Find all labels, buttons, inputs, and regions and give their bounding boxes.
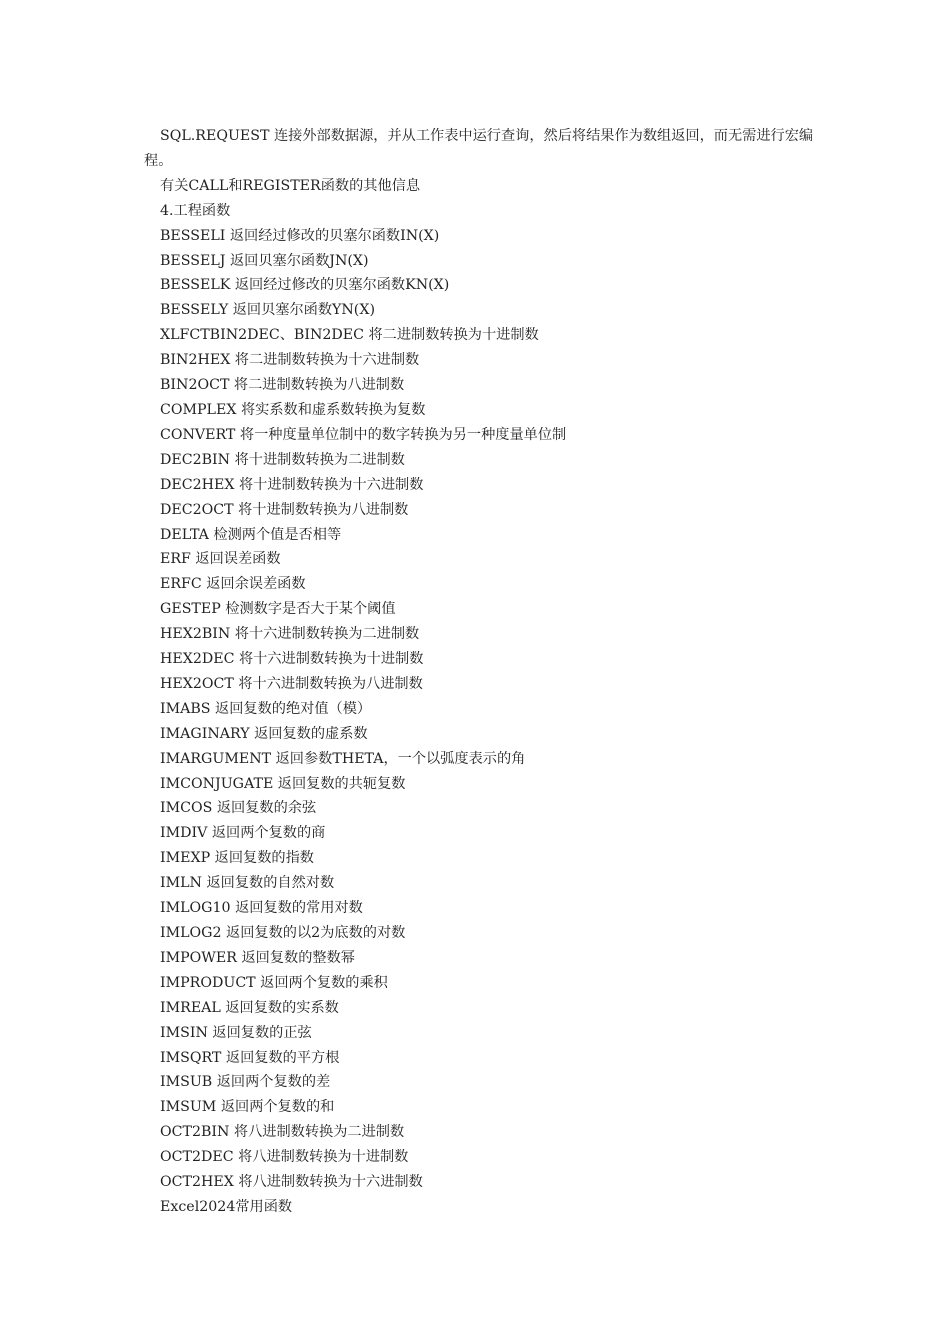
text-line: BESSELK 返回经过修改的贝塞尔函数KN(X) (160, 277, 450, 294)
text-line: ERFC 返回余误差函数 (160, 576, 306, 593)
text-line: IMABS 返回复数的绝对值（模） (160, 700, 372, 717)
intro-paragraph: SQL.REQUEST 连接外部数据源，并从工作表中运行查询，然后将结果作为数组返回，而无需进行宏编程。 (144, 128, 814, 169)
text-line: OCT2BIN 将八进制数转换为二进制数 (160, 1124, 405, 1141)
text-line: IMLOG10 返回复数的常用对数 (160, 900, 363, 917)
text-line: COMPLEX 将实系数和虚系数转换为复数 (160, 401, 426, 418)
text-line: IMAGINARY 返回复数的虚系数 (160, 725, 368, 742)
text-line: IMSUM 返回两个复数的和 (160, 1099, 335, 1116)
text-line: DEC2HEX 将十进制数转换为十六进制数 (160, 476, 424, 493)
text-line: OCT2DEC 将八进制数转换为十进制数 (160, 1149, 409, 1166)
text-line: IMDIV 返回两个复数的商 (160, 825, 326, 842)
text-line: IMARGUMENT 返回参数THETA，一个以弧度表示的角 (160, 750, 526, 767)
section-heading: 4.工程函数 (160, 202, 231, 219)
text-line: BESSELY 返回贝塞尔函数YN(X) (160, 302, 375, 319)
text-line: XLFCTBIN2DEC、BIN2DEC 将二进制数转换为十进制数 (160, 327, 539, 344)
text-line: IMLOG2 返回复数的以2为底数的对数 (160, 925, 406, 941)
text-line: CONVERT 将一种度量单位制中的数字转换为另一种度量单位制 (160, 426, 567, 443)
text-line: DEC2OCT 将十进制数转换为八进制数 (160, 501, 409, 518)
text-line: ERF 返回误差函数 (160, 551, 281, 568)
text-line: DEC2BIN 将十进制数转换为二进制数 (160, 451, 405, 468)
text-line: IMCONJUGATE 返回复数的共轭复数 (160, 775, 406, 792)
text-line: HEX2BIN 将十六进制数转换为二进制数 (160, 626, 420, 643)
text-line: IMPOWER 返回复数的整数幂 (160, 949, 355, 966)
text-line: 有关CALL和REGISTER函数的其他信息 (160, 177, 421, 194)
text-line: DELTA 检测两个值是否相等 (160, 526, 342, 543)
text-line: BIN2HEX 将二进制数转换为十六进制数 (160, 352, 420, 369)
text-line: OCT2HEX 将八进制数转换为十六进制数 (160, 1174, 423, 1191)
text-line: HEX2OCT 将十六进制数转换为八进制数 (160, 675, 423, 692)
text-line: IMSIN 返回复数的正弦 (160, 1024, 312, 1041)
text-line: BESSELJ 返回贝塞尔函数JN(X) (160, 252, 369, 269)
text-line: Excel2024常用函数 (160, 1198, 293, 1215)
text-line: IMSUB 返回两个复数的差 (160, 1074, 331, 1091)
text-line: GESTEP 检测数字是否大于某个阈值 (160, 601, 396, 618)
text-line: HEX2DEC 将十六进制数转换为十进制数 (160, 651, 424, 668)
document-body (144, 124, 816, 1220)
text-line: IMPRODUCT 返回两个复数的乘积 (160, 974, 388, 991)
text-line: IMREAL 返回复数的实系数 (160, 999, 339, 1016)
function-list (144, 174, 816, 1220)
text-line: IMCOS 返回复数的余弦 (160, 800, 317, 817)
text-line: IMEXP 返回复数的指数 (160, 850, 314, 867)
text-line: BIN2OCT 将二进制数转换为八进制数 (160, 377, 405, 394)
text-line: BESSELI 返回经过修改的贝塞尔函数IN(X) (160, 227, 440, 244)
text-line: IMSQRT 返回复数的平方根 (160, 1049, 340, 1066)
text-line: IMLN 返回复数的自然对数 (160, 875, 335, 892)
